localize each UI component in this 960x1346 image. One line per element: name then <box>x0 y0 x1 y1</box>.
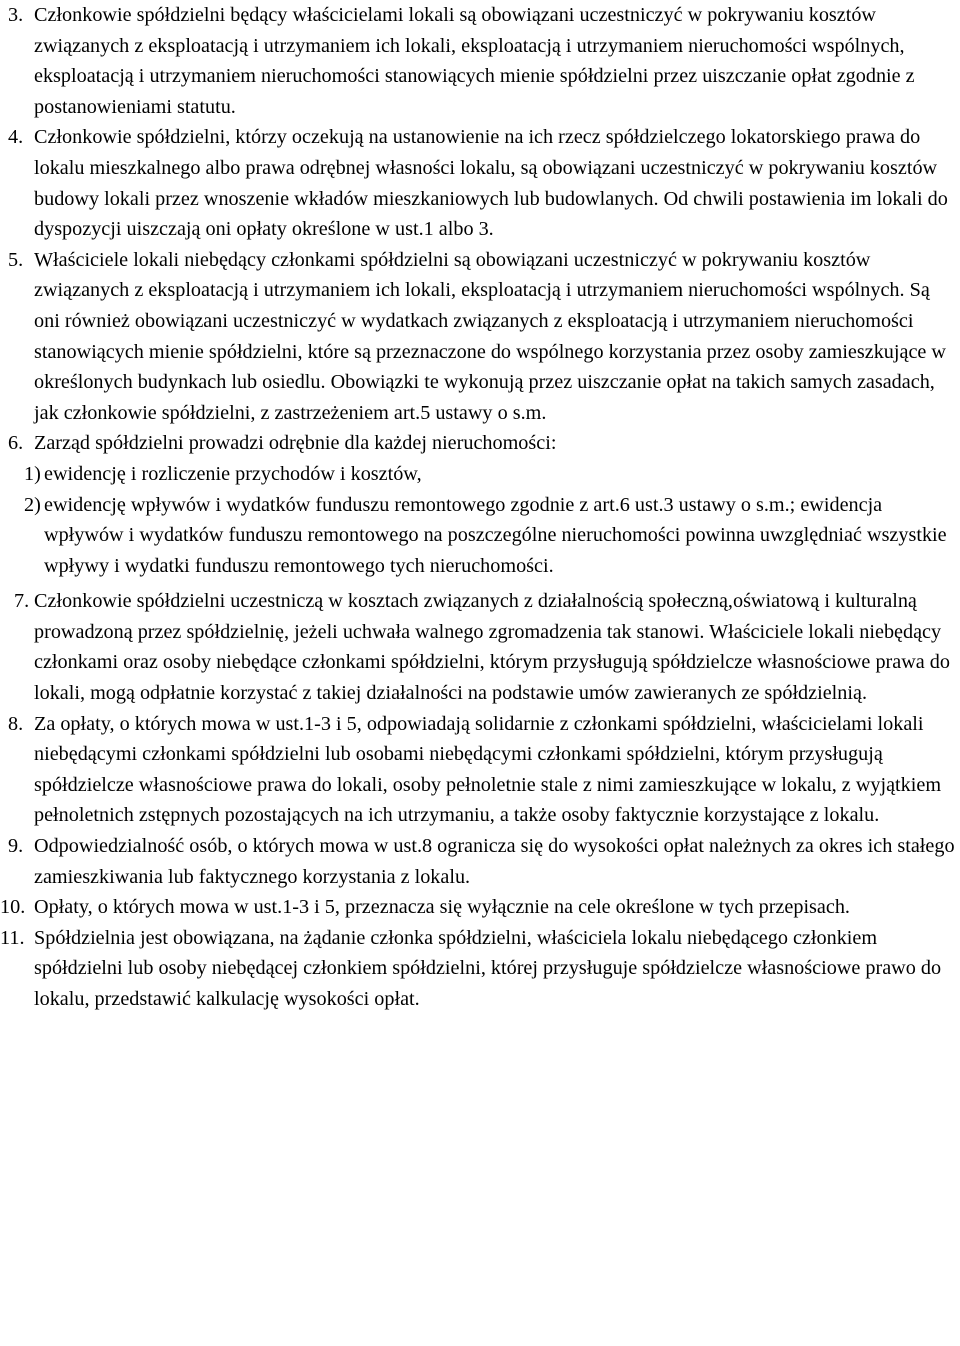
paragraph-number: 5. <box>8 248 24 271</box>
paragraph-number: 10. <box>0 896 26 919</box>
subitem-text: ewidencję wpływów i wydatków funduszu remontowego zgodnie z art.6 ust.3 ustawy o s.m.; ewidencja wpływów i wydatków funduszu remontowego na poszczególne nieruchomości powinna uwzględniać wszystkie wpływy i wydatki funduszu remontowego tych nieruchomości. <box>44 493 947 577</box>
subitem-number: 2) <box>24 493 41 516</box>
paragraph-11 <box>0 923 960 1015</box>
paragraph-text: Członkowie spółdzielni będący właścicielami lokali są obowiązani uczestniczyć w pokrywaniu kosztów związanych z eksploatacją i utrzymaniem ich lokali, eksploatacją i utrzymaniem nieruchomości wspólnych, eksploatacją i utrzymaniem nieruchomości stanowiących mienie spółdzielni przez uiszczanie opłat zgodnie z postanowieniami statutu. <box>34 4 915 118</box>
subitem-text: ewidencję i rozliczenie przychodów i kosztów, <box>44 462 422 485</box>
paragraph-7 <box>0 586 960 708</box>
paragraph-10 <box>0 892 960 923</box>
paragraph-number: 9. <box>8 835 24 858</box>
paragraph-3 <box>0 0 960 122</box>
paragraph-6 <box>0 428 960 459</box>
paragraph-4 <box>0 122 960 244</box>
paragraph-text: Członkowie spółdzielni uczestniczą w kosztach związanych z działalnością społeczną,oświatową i kulturalną prowadzoną przez spółdzielnię, jeżeli uchwała walnego zgromadzenia tak stanowi. Właściciele lokali niebędący członkami oraz osoby niebędące członkami spółdzielni, którym przysługują spółdzielcze własnościowe prawa do lokali, mogą odpłatnie korzystać z takiej działalności na podstawie umów zawieranych ze spółdzielnią. <box>34 590 950 705</box>
paragraph-number: 3. <box>8 4 24 26</box>
paragraph-text: Za opłaty, o których mowa w ust.1-3 i 5, odpowiadają solidarnie z członkami spółdzielni, właścicielami lokali niebędącymi członkami spółdzielni lub osobami niebędącymi członkami spółdzielni, którym przysługują spółdzielcze własnościowe prawa do lokali, osoby pełnoletnie stale z nimi zamieszkujące w lokalu, z wyjątkiem pełnoletnich zstępnych pozostających na ich utrzymaniu, a także osoby faktycznie korzystające z lokalu. <box>34 712 942 827</box>
paragraph-text: Odpowiedzialność osób, o których mowa w ust.8 ogranicza się do wysokości opłat należnych za okres ich stałego zamieszkiwania lub faktycznego korzystania z lokalu. <box>34 835 955 888</box>
paragraph-number: 8. <box>8 712 24 735</box>
subitem-1 <box>0 459 960 490</box>
paragraph-number: 6. <box>8 432 24 455</box>
paragraph-text: Spółdzielnia jest obowiązana, na żądanie członka spółdzielni, właściciela lokalu niebędącego członkiem spółdzielni lub osoby niebędącej członkiem spółdzielni, której przysługuje spółdzielcze własnościowe prawo do lokalu, przedstawić kalkulację wysokości opłat. <box>34 926 942 1010</box>
subitem-2 <box>0 490 960 582</box>
paragraph-text: Zarząd spółdzielni prowadzi odrębnie dla każdej nieruchomości: <box>34 432 557 455</box>
paragraph-8 <box>0 709 960 831</box>
paragraph-number: 11. <box>0 926 25 949</box>
subitem-number: 1) <box>24 462 41 485</box>
paragraph-text: Właściciele lokali niebędący członkami spółdzielni są obowiązani uczestniczyć w pokrywaniu kosztów związanych z eksploatacją i utrzymaniem ich lokali, eksploatacją i utrzymaniem nieruchomości wspólnych. Są oni również obowiązani uczestniczyć w wydatkach związanych z eksploatacją i utrzymaniem nieruchomości stanowiących mienie spółdzielni, które są przeznaczone do wspólnego korzystania przez osoby zamieszkujące w określonych budynkach lub osiedlu. Obowiązki te wykonują przez uiszczanie opłat na takich samych zasadach, jak członkowie spółdzielni, z zastrzeżeniem art.5 ustawy o s.m. <box>34 248 947 424</box>
paragraph-text: Opłaty, o których mowa w ust.1-3 i 5, przeznacza się wyłącznie na cele określone w tych przepisach. <box>34 896 850 919</box>
paragraph-9 <box>0 831 960 892</box>
paragraph-text: Członkowie spółdzielni, którzy oczekują na ustanowienie na ich rzecz spółdzielczego lokatorskiego prawa do lokalu mieszkalnego albo prawa odrębnej własności lokalu, są obowiązani uczestniczyć w pokrywaniu kosztów budowy lokali przez wnoszenie wkładów mieszkaniowych lub budowlanych. Od chwili postawienia im lokali do dyspozycji uiszczają oni opłaty określone w ust.1 albo 3. <box>34 126 948 241</box>
paragraph-number: 7. <box>14 590 30 613</box>
paragraph-number: 4. <box>8 126 24 149</box>
paragraph-5 <box>0 245 960 429</box>
